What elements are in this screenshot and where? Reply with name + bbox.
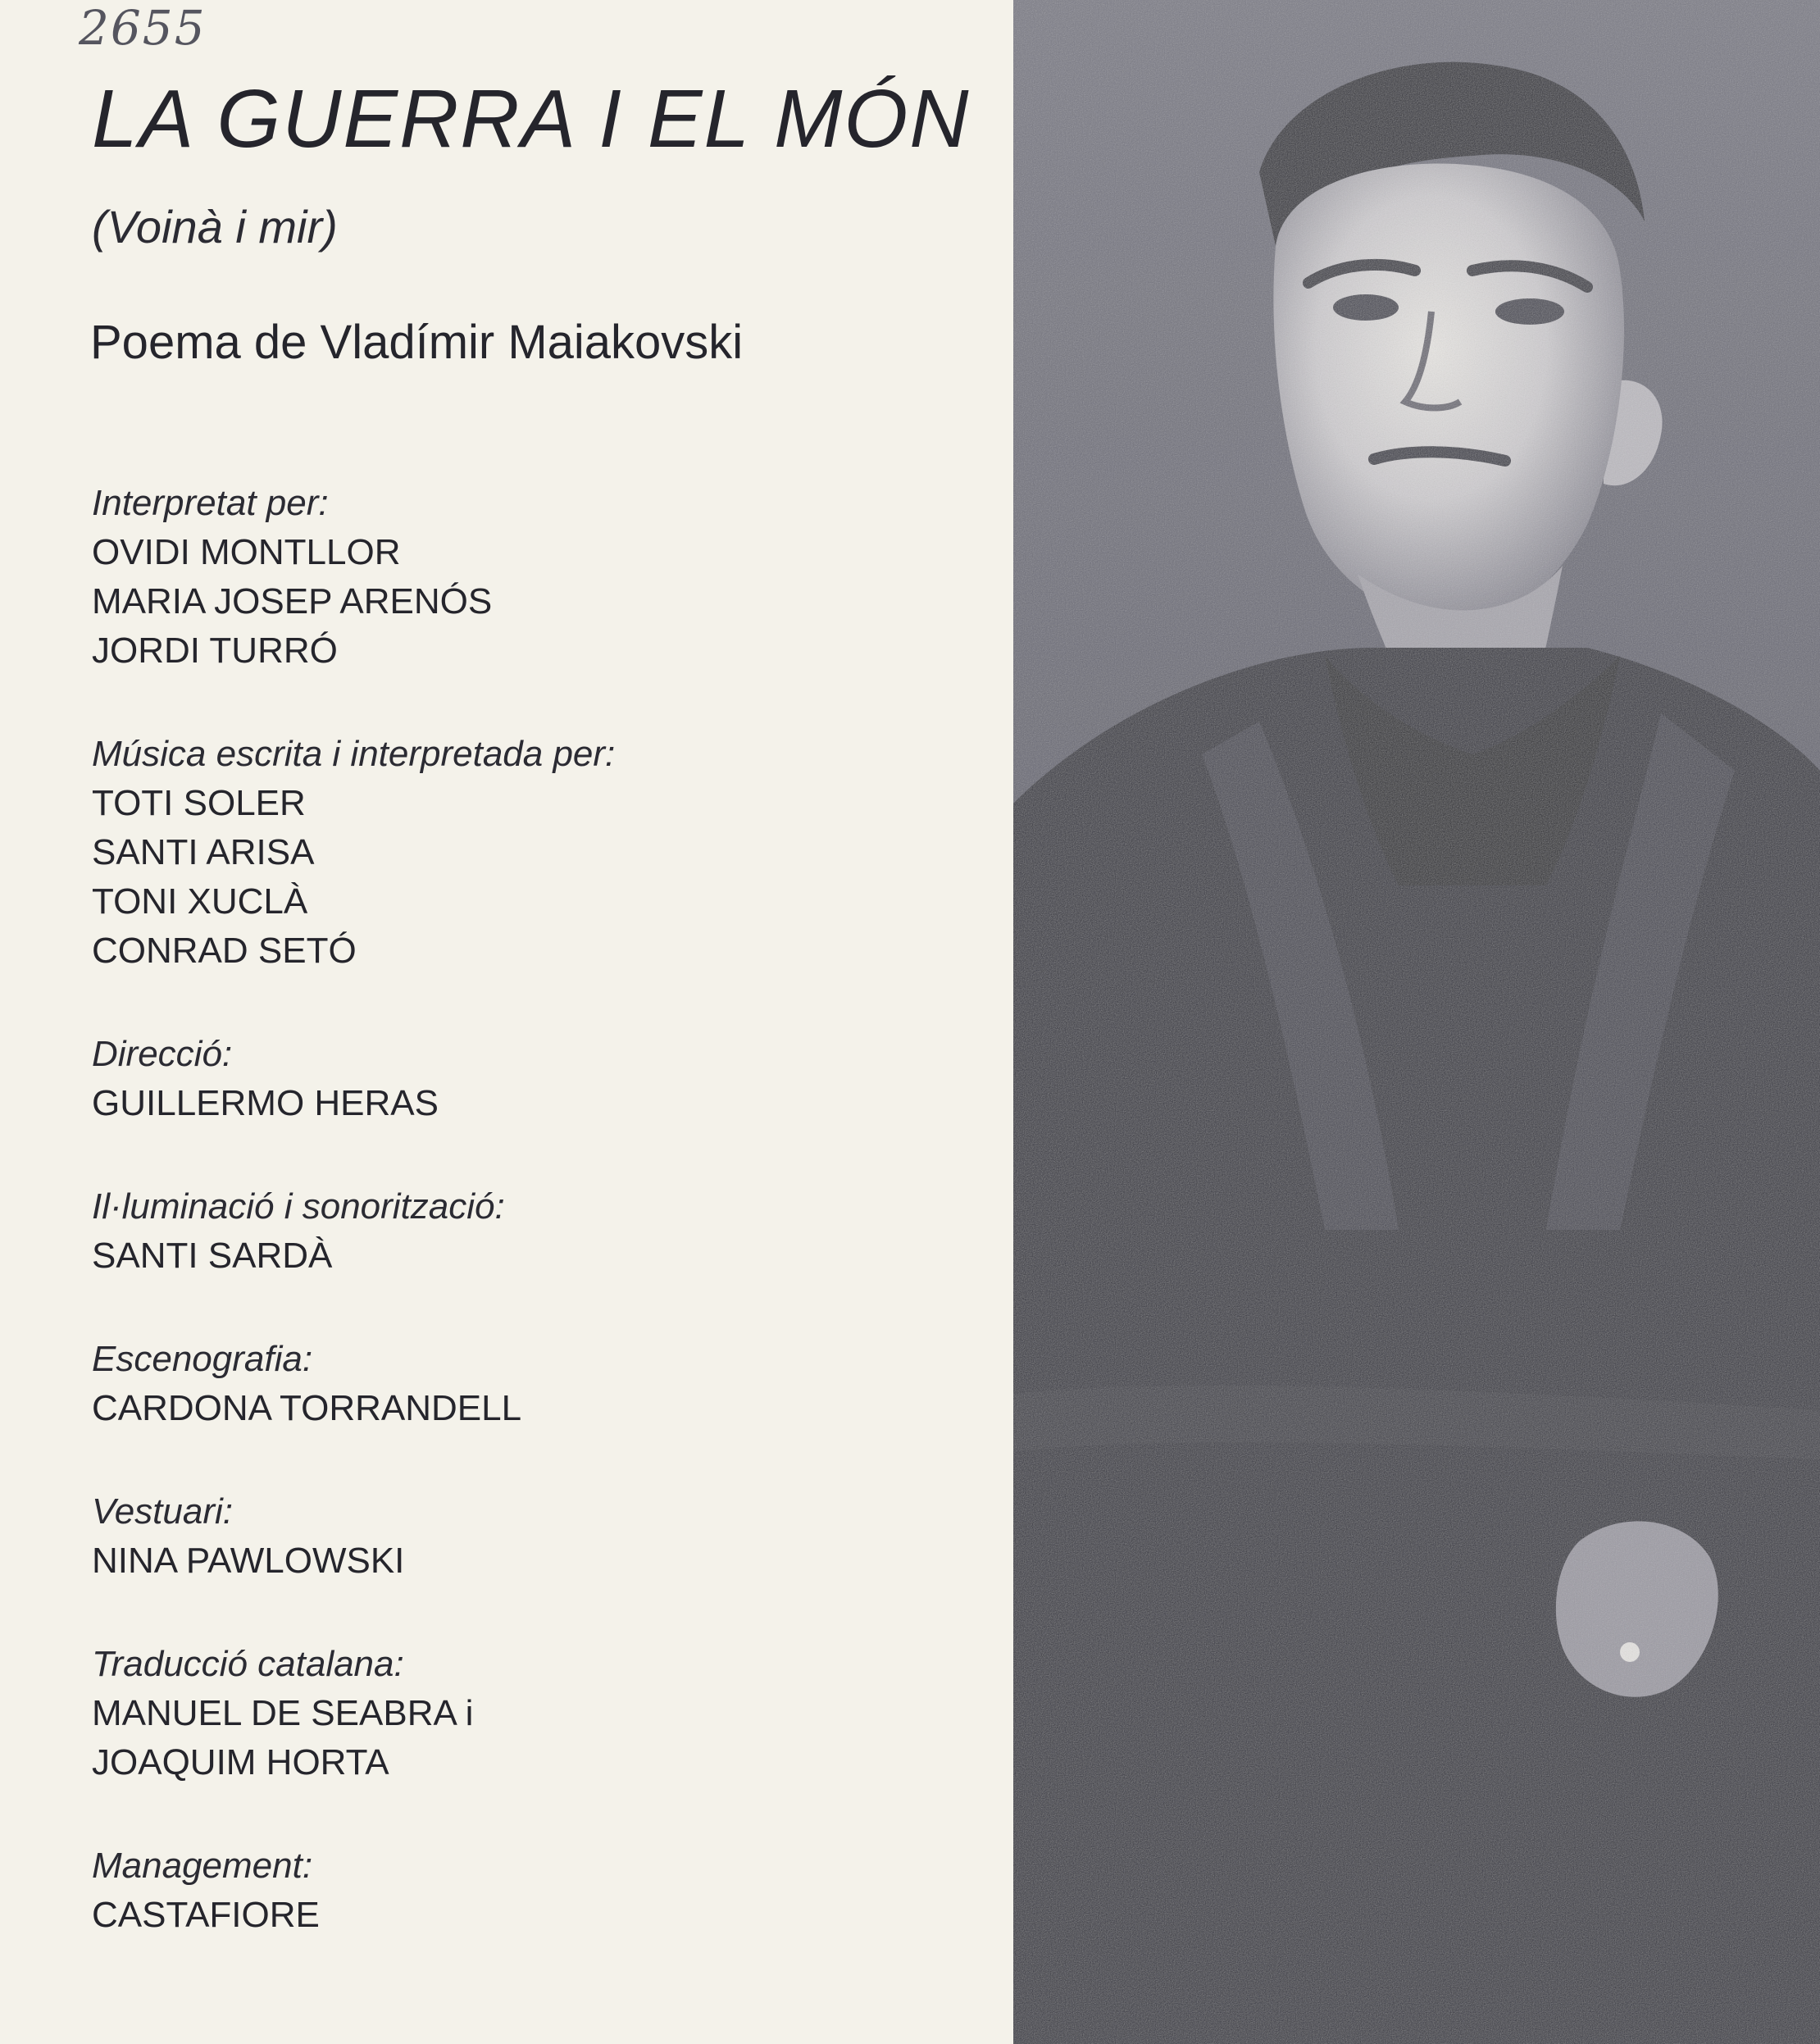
credit-name: JOAQUIM HORTA — [92, 1742, 389, 1782]
credit-block-direction — [92, 1030, 994, 1128]
credit-name: CONRAD SETÓ — [92, 931, 357, 971]
credit-name: NINA PAWLOWSKI — [92, 1541, 405, 1581]
credit-name: MANUEL DE SEABRA i — [92, 1693, 474, 1733]
portrait-illustration — [1013, 0, 1820, 2044]
credit-name: TOTI SOLER — [92, 783, 306, 823]
credit-block-lighting-sound — [92, 1182, 994, 1281]
credit-name: CARDONA TORRANDELL — [92, 1388, 522, 1428]
credit-name: OVIDI MONTLLOR — [92, 532, 401, 572]
credit-name: MARIA JOSEP ARENÓS — [92, 581, 493, 621]
credit-name: GUILLERMO HERAS — [92, 1083, 439, 1123]
credit-role: Il·luminació i sonorització: — [92, 1186, 505, 1227]
credit-block-scenography — [92, 1335, 994, 1433]
credit-role: Escenografia: — [92, 1339, 313, 1379]
credit-block-costumes — [92, 1487, 994, 1586]
credit-role: Música escrita i interpretada per: — [92, 734, 616, 774]
credit-block-music — [92, 730, 994, 976]
credit-name: SANTI SARDÀ — [92, 1236, 333, 1276]
credit-role: Vestuari: — [92, 1491, 234, 1532]
handwritten-catalog-number: 2655 — [79, 0, 207, 56]
credit-role: Management: — [92, 1846, 313, 1886]
poem-author-line: Poema de Vladímir Maiakovski — [90, 316, 744, 369]
credit-name: JORDI TURRÓ — [92, 630, 338, 671]
credits-list — [92, 479, 994, 1940]
credit-block-translation — [92, 1640, 994, 1787]
credit-role: Traducció catalana: — [92, 1644, 404, 1684]
credit-name: TONI XUCLÀ — [92, 881, 308, 922]
credit-name: CASTAFIORE — [92, 1895, 320, 1935]
credit-block-management — [92, 1841, 994, 1940]
portrait-photo — [1013, 0, 1820, 2044]
page-subtitle: (Voinà i mir) — [92, 201, 338, 253]
credit-role: Interpretat per: — [92, 483, 329, 523]
credit-role: Direcció: — [92, 1034, 233, 1074]
page-title: LA GUERRA I EL MÓN — [92, 73, 971, 165]
credit-block-performers — [92, 479, 994, 676]
credit-name: SANTI ARISA — [92, 832, 315, 872]
